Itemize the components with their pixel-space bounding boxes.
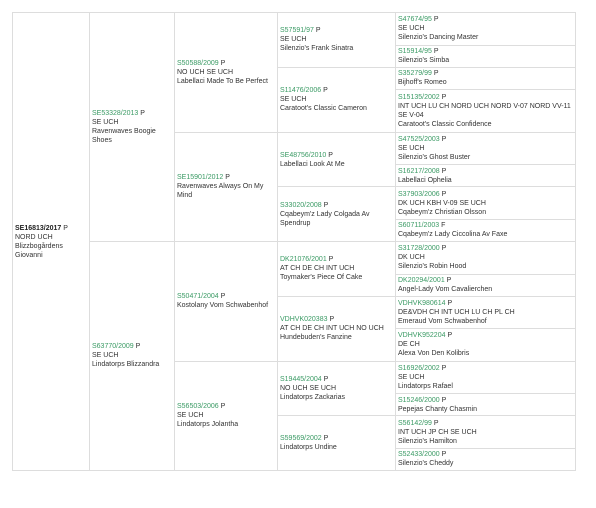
- pedigree-cell-gen4: [396, 394, 576, 416]
- registration-link[interactable]: DK20294/2001: [398, 277, 445, 285]
- dog-name: Toymaker's Piece Of Cake: [280, 274, 363, 282]
- dog-name: Lindatorps Blizzandra: [92, 361, 160, 369]
- pedigree-cell-gen2: [175, 361, 278, 470]
- pedigree-cell-gen4: [396, 67, 576, 89]
- dog-titles: SE UCH: [398, 144, 425, 152]
- sex-marker: P: [140, 109, 145, 117]
- registration-link[interactable]: S31728/2000: [398, 245, 440, 253]
- sex-marker: P: [220, 403, 226, 411]
- dog-titles: AT CH DE CH INT UCH: [280, 265, 355, 273]
- dog-name: Silenzio's Cheddy: [398, 460, 454, 468]
- sex-marker: P: [323, 201, 329, 209]
- sex-marker: P: [441, 396, 447, 404]
- pedigree-cell-gen4: [396, 329, 576, 362]
- dog-titles: NO UCH SE UCH: [280, 384, 337, 392]
- dog-name: Kostolany Vom Schwabenhof: [177, 302, 269, 310]
- reg-line: [398, 244, 573, 253]
- registration-link[interactable]: S59569/2002: [280, 435, 322, 443]
- sex-marker: P: [441, 190, 447, 198]
- reg-line: [398, 47, 573, 56]
- sex-marker: P: [433, 70, 439, 78]
- dog-name: Cqabeym'z Christian Olsson: [398, 208, 487, 216]
- dog-titles: SE UCH: [398, 25, 425, 33]
- pedigree-cell-gen4: [396, 219, 576, 241]
- dog-name: Ravenwaves Always On My Mind: [177, 183, 264, 200]
- pedigree-cell-gen3: [278, 67, 396, 132]
- sex-marker: P: [328, 256, 334, 264]
- pedigree-cell-gen4: [396, 89, 576, 132]
- sex-marker: F: [441, 222, 446, 230]
- reg-line: [92, 109, 172, 118]
- sex-marker: P: [447, 299, 453, 307]
- reg-line: [177, 59, 275, 68]
- reg-line: [398, 167, 573, 176]
- sex-marker: P: [433, 48, 439, 56]
- sex-marker: P: [323, 87, 328, 95]
- reg-line: [280, 201, 393, 210]
- dog-name: Lindatorps Zackarias: [280, 393, 345, 401]
- pedigree-cell-gen2: [175, 13, 278, 133]
- registration-link[interactable]: S50471/2004: [177, 293, 219, 301]
- dog-titles: DE&VDH CH INT UCH LU CH PL CH: [398, 308, 515, 316]
- pedigree-cell-gen3: [278, 132, 396, 187]
- registration-link[interactable]: SE53328/2013: [92, 109, 139, 117]
- registration-link[interactable]: DK21076/2001: [280, 256, 327, 264]
- registration-link[interactable]: VDHVK980614: [398, 299, 446, 307]
- sex-marker: P: [323, 435, 329, 443]
- dog-titles: SE UCH: [92, 118, 119, 126]
- table-row: [13, 13, 576, 46]
- pedigree-table: [12, 12, 576, 471]
- reg-line: [280, 375, 393, 384]
- dog-name: Alexa Von Den Kolibris: [398, 350, 470, 358]
- pedigree-cell-gen4: [396, 13, 576, 46]
- dog-name: Labellaci Look At Me: [280, 160, 345, 168]
- reg-line: [280, 255, 393, 264]
- reg-line: [177, 402, 275, 411]
- pedigree-cell-gen2: [175, 132, 278, 241]
- reg-line: [398, 396, 573, 405]
- sex-marker: P: [447, 332, 453, 340]
- registration-link[interactable]: SE48756/2010: [280, 151, 327, 159]
- reg-line: [92, 342, 172, 351]
- dog-name: Emeraud Vom Schwabenhof: [398, 317, 487, 325]
- dog-titles: SE UCH: [280, 96, 307, 104]
- dog-name: Silenzio's Ghost Buster: [398, 153, 471, 161]
- reg-line: [398, 331, 573, 340]
- pedigree-cell-gen3: [278, 416, 396, 471]
- sex-marker: P: [441, 245, 447, 253]
- pedigree-cell-gen1: [90, 13, 175, 242]
- dog-titles: DK UCH KBH V-09 SE UCH: [398, 199, 486, 207]
- registration-link[interactable]: SE15901/2012: [177, 174, 224, 182]
- dog-name: Hundebuden's Fanzine: [280, 334, 352, 342]
- dog-name: Silenzio's Frank Sinatra: [280, 45, 354, 53]
- reg-line: [398, 135, 573, 144]
- pedigree-cell-gen3: [278, 187, 396, 242]
- pedigree-cell-gen4: [396, 448, 576, 470]
- pedigree-cell-gen4: [396, 416, 576, 449]
- pedigree-cell-gen1: [90, 241, 175, 470]
- pedigree-cell-gen4: [396, 296, 576, 329]
- sex-marker: P: [441, 451, 447, 459]
- dog-name: Cqabeym'z Lady Ciccolina Av Faxe: [398, 231, 508, 239]
- reg-line: [398, 93, 573, 102]
- registration-link[interactable]: VDHVK952204: [398, 332, 446, 340]
- dog-name: Ravenwaves Boogie Shoes: [92, 127, 156, 144]
- reg-line: [280, 151, 393, 160]
- dog-titles: AT CH DE CH INT UCH NO UCH: [280, 325, 384, 333]
- registration-link[interactable]: S19445/2004: [280, 375, 322, 383]
- registration-link[interactable]: S47525/2003: [398, 135, 440, 143]
- reg-line: [177, 173, 275, 182]
- dog-name: Caratoot's Classic Confidence: [398, 120, 492, 128]
- sex-marker: P: [220, 293, 226, 301]
- dog-titles: DK UCH: [398, 254, 425, 262]
- registration-link[interactable]: S57591/97: [280, 27, 314, 35]
- pedigree-cell-gen3: [278, 13, 396, 68]
- sex-marker: P: [441, 93, 447, 101]
- sex-marker: P: [446, 277, 452, 285]
- dog-name: Labellaci Ophelia: [398, 176, 452, 184]
- registration-link[interactable]: SE16813/2017: [15, 224, 62, 232]
- sex-marker: P: [441, 135, 447, 143]
- registration-link[interactable]: VDHVK020383: [280, 316, 328, 324]
- registration-link[interactable]: S15914/95: [398, 48, 432, 56]
- sex-marker: P: [441, 167, 447, 175]
- pedigree-cell-gen3: [278, 296, 396, 361]
- dog-name: Silenzio's Robin Hood: [398, 263, 467, 271]
- reg-line: [15, 224, 87, 233]
- registration-link[interactable]: S50588/2009: [177, 59, 219, 67]
- dog-titles: SE UCH: [92, 352, 119, 360]
- sex-marker: P: [433, 16, 439, 24]
- pedigree-cell-gen2: [175, 241, 278, 361]
- pedigree-cell-gen4: [396, 45, 576, 67]
- dog-name: Blizzbogårdens Giovanni: [15, 242, 63, 259]
- reg-line: [280, 26, 393, 35]
- reg-line: [398, 15, 573, 24]
- sex-marker: P: [315, 27, 321, 35]
- registration-link[interactable]: S47674/95: [398, 16, 432, 24]
- reg-line: [280, 315, 393, 324]
- pedigree-cell-gen4: [396, 187, 576, 220]
- reg-line: [398, 69, 573, 78]
- registration-link[interactable]: S15135/2002: [398, 93, 440, 101]
- dog-name: Silenzio's Hamilton: [398, 437, 457, 445]
- registration-link[interactable]: S52433/2000: [398, 451, 440, 459]
- reg-line: [398, 276, 573, 285]
- reg-line: [398, 299, 573, 308]
- registration-link[interactable]: S37903/2006: [398, 190, 440, 198]
- sex-marker: P: [225, 174, 230, 182]
- dog-titles: INT UCH JP CH SE UCH: [398, 428, 477, 436]
- reg-line: [398, 190, 573, 199]
- reg-line: [280, 434, 393, 443]
- registration-link[interactable]: S63770/2009: [92, 343, 134, 351]
- pedigree-cell-gen4: [396, 274, 576, 296]
- dog-name: Angel-Lady Vom Cavalierchen: [398, 286, 493, 294]
- pedigree-cell-gen4: [396, 165, 576, 187]
- sex-marker: P: [63, 224, 68, 232]
- dog-name: Cqabeym'z Lady Colgada Av Spendrup: [280, 210, 370, 227]
- reg-line: [398, 364, 573, 373]
- sex-marker: P: [433, 419, 439, 427]
- pedigree-body: [13, 13, 576, 471]
- reg-line: [177, 292, 275, 301]
- sex-marker: P: [135, 343, 141, 351]
- pedigree-cell-gen4: [396, 241, 576, 274]
- dog-name: Pepejas Chanty Chasmin: [398, 405, 477, 413]
- dog-titles: NO UCH SE UCH: [177, 68, 234, 76]
- dog-name: Labellaci Made To Be Perfect: [177, 77, 268, 85]
- pedigree-cell-gen3: [278, 241, 396, 296]
- dog-titles: SE UCH: [398, 373, 425, 381]
- registration-link[interactable]: S56503/2006: [177, 403, 219, 411]
- registration-link[interactable]: S16926/2002: [398, 364, 440, 372]
- dog-titles: SE UCH: [177, 412, 204, 420]
- registration-link[interactable]: S16217/2008: [398, 167, 440, 175]
- sex-marker: P: [329, 316, 335, 324]
- dog-titles: NORD UCH: [15, 233, 53, 241]
- sex-marker: P: [220, 59, 226, 67]
- registration-link[interactable]: S56142/99: [398, 419, 432, 427]
- dog-name: Caratoot's Classic Cameron: [280, 105, 367, 113]
- pedigree-cell-gen0: [13, 13, 90, 471]
- dog-titles: SE UCH: [280, 36, 307, 44]
- sex-marker: P: [328, 151, 333, 159]
- registration-link[interactable]: S33020/2008: [280, 201, 322, 209]
- registration-link[interactable]: S35279/99: [398, 70, 432, 78]
- pedigree-cell-gen4: [396, 132, 576, 165]
- table-row: [13, 241, 576, 274]
- dog-name: Silenzio's Simba: [398, 57, 450, 65]
- dog-name: Lindatorps Rafael: [398, 382, 453, 390]
- dog-titles: DE CH: [398, 341, 420, 349]
- pedigree-cell-gen4: [396, 361, 576, 394]
- reg-line: [398, 419, 573, 428]
- dog-name: Lindatorps Undine: [280, 444, 337, 452]
- dog-titles: INT UCH LU CH NORD UCH NORD V-07 NORD VV-11 SE V-04: [398, 102, 571, 119]
- pedigree-cell-gen3: [278, 361, 396, 416]
- dog-name: Silenzio's Dancing Master: [398, 34, 479, 42]
- reg-line: [398, 221, 573, 230]
- sex-marker: P: [323, 375, 329, 383]
- registration-link[interactable]: S15246/2000: [398, 396, 440, 404]
- sex-marker: P: [441, 364, 447, 372]
- registration-link[interactable]: S11476/2006: [280, 87, 322, 95]
- dog-name: Lindatorps Jolantha: [177, 421, 239, 429]
- registration-link[interactable]: S60711/2003: [398, 222, 440, 230]
- reg-line: [280, 86, 393, 95]
- dog-name: Bijhoff's Romeo: [398, 79, 447, 87]
- reg-line: [398, 450, 573, 459]
